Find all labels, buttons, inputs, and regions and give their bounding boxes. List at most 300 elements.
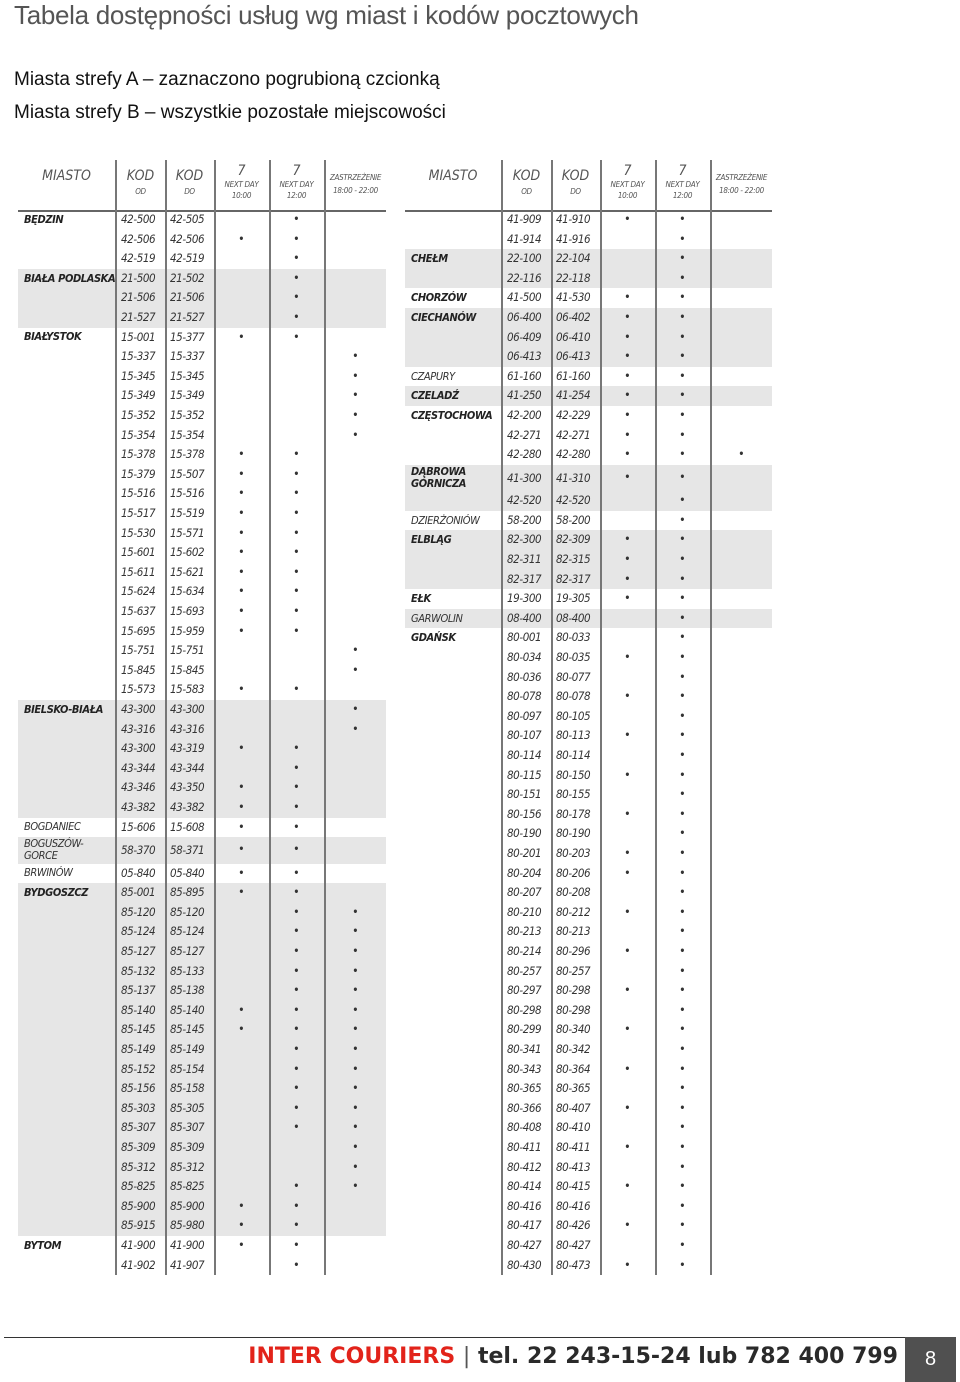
availability-dot-z: • — [352, 946, 358, 958]
availability-dot-c10: • — [624, 1142, 630, 1154]
postal-code-od: 85-137 — [121, 983, 156, 998]
legend-zone-a-text: zaznaczono pogrubioną czcionką — [158, 69, 440, 90]
availability-dot-c12: • — [679, 495, 685, 507]
table-row — [18, 1256, 386, 1276]
header-c12-seven: 7 — [678, 163, 687, 179]
availability-dot-c12: • — [293, 1220, 299, 1232]
postal-code-od: 41-902 — [121, 1257, 156, 1272]
table-row — [18, 759, 386, 779]
header-z-reserve: ZASTRZEŻENIE — [715, 173, 768, 182]
table-row — [18, 1236, 386, 1256]
postal-code-do: 61-160 — [556, 368, 591, 383]
column-divider — [324, 160, 326, 1275]
availability-dot-c12: • — [293, 1004, 299, 1016]
availability-dot-z: • — [352, 390, 358, 402]
availability-dot-c12: • — [293, 1102, 299, 1114]
table-row — [18, 602, 386, 622]
header-do-kod: KOD — [175, 168, 204, 184]
column-divider — [115, 160, 117, 1275]
availability-dot-c12: • — [293, 586, 299, 598]
availability-dot-c12: • — [293, 606, 299, 617]
availability-dot-c10: • — [624, 946, 630, 958]
column-divider — [710, 160, 712, 1275]
postal-code-od: 41-900 — [121, 1238, 156, 1253]
postal-code-od: 15-530 — [121, 525, 156, 540]
table-row — [405, 726, 772, 746]
table-row — [18, 903, 386, 923]
availability-dot-c10: • — [238, 1024, 244, 1036]
availability-dot-c12: • — [293, 821, 299, 833]
availability-dot-c10: • — [238, 508, 244, 519]
table-row — [405, 210, 772, 230]
availability-dot-c12: • — [679, 1024, 685, 1036]
availability-dot-c12: • — [293, 312, 299, 323]
postal-code-do: 21-506 — [170, 290, 205, 305]
table-row — [405, 1197, 772, 1217]
postal-code-do: 80-150 — [556, 767, 591, 782]
postal-code-od: 15-611 — [121, 564, 156, 579]
availability-dot-z: • — [352, 410, 358, 421]
availability-dot-c12: • — [293, 331, 299, 343]
postal-code-od: 85-120 — [121, 904, 156, 919]
postal-code-od: 82-300 — [507, 532, 542, 547]
postal-code-od: 80-417 — [507, 1218, 542, 1233]
postal-code-od: 80-078 — [507, 689, 542, 704]
postal-code-do: 22-104 — [556, 251, 591, 266]
postal-code-od: 58-370 — [121, 843, 156, 858]
availability-dot-c10: • — [624, 848, 630, 860]
availability-dot-c12: • — [679, 1240, 685, 1252]
table-row — [405, 406, 772, 426]
header-c10-t1000: 10:00 — [231, 191, 252, 200]
postal-code-do: 80-208 — [556, 885, 591, 900]
table-row — [405, 746, 772, 766]
availability-dot-c10: • — [624, 370, 630, 382]
availability-dot-z: • — [352, 965, 358, 977]
postal-code-do: 80-298 — [556, 1002, 591, 1017]
table-row — [405, 1001, 772, 1021]
availability-dot-c12: • — [293, 566, 299, 578]
postal-code-do: 80-416 — [556, 1198, 591, 1213]
postal-code-do: 41-310 — [556, 470, 591, 485]
header-z-reserve: ZASTRZEŻENIE — [329, 173, 382, 182]
postal-code-od: 15-337 — [121, 349, 156, 364]
postal-code-do: 85-124 — [170, 924, 205, 939]
postal-code-do: 85-133 — [170, 963, 205, 978]
availability-dot-c12: • — [293, 906, 299, 918]
column-divider — [214, 160, 216, 1275]
availability-dot-c10: • — [624, 390, 630, 402]
availability-dot-c12: • — [679, 926, 685, 938]
postal-code-od: 85-124 — [121, 924, 156, 939]
city-name: DZIERŻONIÓW — [411, 513, 480, 527]
availability-dot-c10: • — [624, 331, 630, 343]
table-row — [405, 1216, 772, 1236]
header-c10 — [601, 160, 654, 210]
table-row — [405, 465, 772, 491]
table-row — [405, 511, 772, 531]
table-row — [18, 641, 386, 661]
postal-code-od: 15-601 — [121, 545, 156, 560]
postal-code-od: 80-115 — [507, 767, 542, 782]
postal-code-do: 85-307 — [170, 1120, 205, 1135]
availability-dot-c12: • — [293, 449, 299, 461]
availability-dot-z: • — [352, 664, 358, 676]
availability-dot-c10: • — [624, 652, 630, 664]
postal-code-od: 42-506 — [121, 231, 156, 246]
availability-dot-c12: • — [679, 906, 685, 918]
availability-dot-c12: • — [679, 1063, 685, 1075]
city-name: DĄBROWA GÓRNICZA — [411, 465, 467, 491]
postal-code-od: 43-344 — [121, 760, 156, 775]
postal-code-od: 85-900 — [121, 1198, 156, 1213]
availability-dot-c10: • — [238, 527, 244, 539]
availability-dot-c12: • — [679, 429, 685, 441]
postal-code-od: 42-500 — [121, 212, 156, 226]
table-row — [405, 1060, 772, 1080]
footer-separator: | — [462, 1344, 471, 1369]
availability-dot-c10: • — [624, 1063, 630, 1075]
postal-code-od: 80-097 — [507, 708, 542, 723]
postal-code-od: 85-140 — [121, 1002, 156, 1017]
availability-dot-z: • — [352, 985, 358, 997]
postal-code-do: 15-337 — [170, 349, 205, 364]
postal-code-do: 85-138 — [170, 983, 205, 998]
postal-code-do: 80-113 — [556, 728, 591, 743]
availability-dot-z: • — [352, 370, 358, 382]
availability-dot-c12: • — [293, 684, 299, 696]
availability-dot-c12: • — [293, 547, 299, 559]
postal-code-do: 85-149 — [170, 1042, 205, 1057]
table-row — [405, 844, 772, 864]
table-row — [405, 942, 772, 962]
postal-code-do: 22-118 — [556, 270, 591, 285]
table-row — [18, 582, 386, 602]
availability-dot-c12: • — [293, 468, 299, 480]
postal-code-od: 15-624 — [121, 584, 156, 599]
availability-dot-c12: • — [679, 233, 685, 245]
postal-code-od: 80-034 — [507, 650, 542, 665]
availability-dot-z: • — [352, 1102, 358, 1114]
table-row — [18, 563, 386, 583]
postal-code-od: 06-413 — [507, 349, 542, 364]
postal-code-od: 43-346 — [121, 780, 156, 795]
header-c10-seven: 7 — [623, 163, 632, 179]
availability-dot-c12: • — [293, 1044, 299, 1056]
postal-code-do: 85-305 — [170, 1100, 205, 1115]
availability-dot-c12: • — [679, 1102, 685, 1114]
postal-code-od: 85-149 — [121, 1042, 156, 1057]
availability-dot-c10: • — [238, 1220, 244, 1232]
availability-dot-c12: • — [679, 573, 685, 585]
postal-code-do: 80-473 — [556, 1257, 591, 1272]
availability-dot-c12: • — [679, 691, 685, 703]
city-name: CZAPURY — [411, 369, 455, 383]
header-od-od: OD — [135, 187, 146, 196]
availability-dot-c12: • — [679, 214, 685, 225]
table-row — [18, 700, 386, 720]
postal-code-do: 82-317 — [556, 571, 591, 586]
postal-code-do: 15-751 — [170, 643, 205, 658]
table-row — [18, 524, 386, 544]
postal-code-od: 43-300 — [121, 702, 156, 716]
table-row — [405, 445, 772, 465]
header-do-do: DO — [570, 187, 581, 196]
availability-dot-c12: • — [679, 789, 685, 801]
postal-code-od: 21-500 — [121, 270, 156, 285]
availability-dot-c12: • — [293, 985, 299, 997]
postal-code-od: 06-409 — [507, 329, 542, 344]
postal-code-do: 05-840 — [170, 865, 205, 880]
header-od — [117, 160, 164, 210]
postal-code-od: 80-408 — [507, 1120, 542, 1135]
availability-dot-c10: • — [624, 1181, 630, 1193]
postal-code-od: 15-751 — [121, 643, 156, 658]
header-city-city: MIASTO — [42, 168, 91, 184]
city-name: CHORZÓW — [411, 291, 467, 305]
availability-dot-c12: • — [679, 1122, 685, 1134]
postal-code-od: 80-427 — [507, 1238, 542, 1253]
postal-code-od: 22-116 — [507, 270, 542, 285]
availability-dot-c10: • — [238, 743, 244, 755]
availability-dot-c12: • — [679, 292, 685, 304]
table-row — [18, 367, 386, 387]
postal-code-od: 15-345 — [121, 368, 156, 383]
postal-code-od: 85-825 — [121, 1179, 156, 1194]
availability-dot-c12: • — [293, 802, 299, 813]
postal-code-do: 43-350 — [170, 780, 205, 795]
availability-dot-c12: • — [679, 514, 685, 526]
postal-code-do: 42-506 — [170, 231, 205, 246]
availability-dot-c10: • — [238, 844, 244, 856]
postal-code-do: 80-190 — [556, 826, 591, 841]
availability-dot-z: • — [352, 704, 358, 715]
availability-dot-c12: • — [679, 808, 685, 820]
table-row — [405, 785, 772, 805]
postal-code-do: 15-608 — [170, 819, 205, 834]
header-od-kod: KOD — [512, 168, 541, 184]
table-row — [405, 347, 772, 367]
postal-code-do: 15-634 — [170, 584, 205, 599]
postal-code-do: 80-296 — [556, 944, 591, 959]
postal-code-od: 06-400 — [507, 310, 542, 324]
table-row — [405, 1256, 772, 1276]
table-row — [405, 328, 772, 348]
availability-dot-c12: • — [293, 527, 299, 539]
header-z — [711, 160, 772, 210]
availability-dot-c12: • — [293, 272, 299, 284]
availability-dot-c10: • — [238, 782, 244, 794]
postal-code-od: 80-201 — [507, 846, 542, 861]
availability-dot-c10: • — [238, 1004, 244, 1016]
postal-code-do: 85-312 — [170, 1159, 205, 1174]
availability-dot-c10: • — [238, 233, 244, 245]
table-row — [18, 1118, 386, 1138]
availability-dot-c12: • — [679, 730, 685, 742]
table-row — [405, 981, 772, 1001]
postal-code-od: 82-311 — [507, 552, 542, 567]
postal-code-do: 58-371 — [170, 843, 205, 858]
postal-code-od: 19-300 — [507, 591, 542, 606]
postal-code-od: 42-271 — [507, 427, 542, 442]
availability-dot-c12: • — [679, 848, 685, 860]
table-row — [405, 824, 772, 844]
table-row — [18, 778, 386, 798]
table-row — [405, 668, 772, 688]
table-row — [18, 962, 386, 982]
availability-dot-c12: • — [679, 449, 685, 461]
availability-dot-c12: • — [293, 292, 299, 304]
postal-code-do: 41-254 — [556, 388, 591, 403]
table-row — [18, 308, 386, 328]
postal-code-od: 80-414 — [507, 1179, 542, 1194]
availability-dot-z: • — [352, 1161, 358, 1173]
availability-dot-c12: • — [679, 471, 685, 483]
postal-code-od: 80-036 — [507, 669, 542, 684]
availability-dot-c12: • — [679, 652, 685, 664]
availability-dot-c12: • — [679, 1259, 685, 1271]
postal-code-od: 61-160 — [507, 368, 542, 383]
availability-dot-c10: • — [238, 331, 244, 343]
availability-dot-z: • — [352, 1044, 358, 1056]
table-row — [405, 230, 772, 250]
table-row — [18, 1079, 386, 1099]
city-name: BĘDZIN — [24, 212, 64, 226]
postal-code-do: 85-154 — [170, 1061, 205, 1076]
postal-code-od: 15-379 — [121, 466, 156, 481]
postal-code-do: 80-203 — [556, 846, 591, 861]
postal-code-od: 80-411 — [507, 1140, 542, 1155]
availability-dot-c10: • — [624, 1259, 630, 1271]
postal-code-od: 80-156 — [507, 806, 542, 821]
postal-code-do: 21-502 — [170, 270, 205, 285]
availability-dot-c12: • — [679, 965, 685, 977]
availability-dot-c10: • — [624, 906, 630, 918]
table-row — [405, 491, 772, 511]
table-row — [405, 648, 772, 668]
postal-code-od: 43-382 — [121, 800, 156, 814]
availability-dot-z: • — [352, 723, 358, 735]
availability-dot-c10: • — [624, 730, 630, 742]
table-row — [18, 1177, 386, 1197]
availability-dot-c12: • — [679, 410, 685, 421]
postal-code-do: 80-426 — [556, 1218, 591, 1233]
table-row — [18, 426, 386, 446]
availability-dot-c12: • — [293, 887, 299, 899]
postal-code-do: 21-527 — [170, 310, 205, 324]
postal-code-od: 08-400 — [507, 610, 542, 625]
availability-dot-c12: • — [293, 867, 299, 879]
table-row — [18, 864, 386, 884]
postal-code-do: 43-344 — [170, 760, 205, 775]
postal-code-do: 42-520 — [556, 493, 591, 508]
table-row — [18, 484, 386, 504]
postal-code-do: 15-959 — [170, 623, 205, 638]
city-name: EŁK — [411, 592, 431, 606]
column-divider — [655, 160, 657, 1275]
postal-code-do: 85-140 — [170, 1002, 205, 1017]
table-row — [18, 1197, 386, 1217]
table-row — [18, 1138, 386, 1158]
table-row — [18, 1158, 386, 1178]
city-name: BIAŁYSTOK — [24, 330, 82, 344]
postal-code-od: 80-257 — [507, 963, 542, 978]
availability-dot-c10: • — [238, 802, 244, 813]
availability-dot-c10: • — [624, 985, 630, 997]
availability-dot-z: • — [352, 429, 358, 441]
table-row — [405, 1079, 772, 1099]
postal-code-do: 85-158 — [170, 1081, 205, 1096]
postal-code-do: 80-033 — [556, 630, 591, 645]
availability-dot-c12: • — [679, 1142, 685, 1154]
availability-dot-c10: • — [238, 468, 244, 480]
availability-dot-c10: • — [238, 586, 244, 598]
postal-code-od: 80-341 — [507, 1042, 542, 1057]
table-row — [405, 386, 772, 406]
postal-code-do: 85-120 — [170, 904, 205, 919]
header-c12-t1200: 12:00 — [286, 191, 307, 200]
header-city-city: MIASTO — [428, 168, 478, 184]
postal-code-od: 15-352 — [121, 408, 156, 422]
header-do-kod: KOD — [561, 168, 590, 184]
availability-dot-c12: • — [293, 782, 299, 794]
availability-dot-c12: • — [679, 1161, 685, 1173]
availability-dot-z: • — [352, 906, 358, 918]
postal-code-od: 80-207 — [507, 885, 542, 900]
availability-dot-c10: • — [238, 1240, 244, 1252]
postal-code-do: 80-035 — [556, 650, 591, 665]
availability-dot-c12: • — [679, 1004, 685, 1016]
table-row — [18, 288, 386, 308]
availability-dot-c10: • — [624, 471, 630, 483]
availability-dot-c10: • — [238, 1200, 244, 1212]
postal-code-do: 80-340 — [556, 1022, 591, 1037]
postal-code-od: 85-001 — [121, 885, 156, 900]
postal-code-do: 82-309 — [556, 532, 591, 547]
availability-dot-c12: • — [293, 233, 299, 245]
availability-dot-c10: • — [624, 808, 630, 820]
table-row — [18, 922, 386, 942]
availability-dot-c12: • — [679, 370, 685, 382]
table-row — [405, 550, 772, 570]
postal-code-od: 80-430 — [507, 1257, 542, 1272]
table-row — [405, 530, 772, 550]
availability-dot-c12: • — [293, 1200, 299, 1212]
postal-code-od: 85-156 — [121, 1081, 156, 1096]
table-row — [405, 883, 772, 903]
table-row — [18, 1001, 386, 1021]
availability-dot-z: • — [738, 449, 744, 461]
availability-dot-c12: • — [679, 1200, 685, 1212]
city-name: BIAŁA PODLASKA — [24, 271, 116, 285]
postal-code-do: 15-845 — [170, 662, 205, 677]
availability-dot-c12: • — [293, 1259, 299, 1271]
header-c10 — [215, 160, 268, 210]
header-c12-next-day: NEXT DAY — [665, 180, 700, 189]
postal-code-do: 43-316 — [170, 721, 205, 736]
city-name: BYDGOSZCZ — [24, 886, 88, 900]
table-row — [405, 687, 772, 707]
table-row — [18, 504, 386, 524]
table-row — [18, 465, 386, 485]
postal-code-do: 41-910 — [556, 212, 591, 226]
table-row — [405, 962, 772, 982]
table-row — [405, 1177, 772, 1197]
postal-code-od: 80-190 — [507, 826, 542, 841]
table-row — [18, 210, 386, 230]
availability-dot-z: • — [352, 1181, 358, 1193]
header-od-od: OD — [521, 187, 532, 196]
